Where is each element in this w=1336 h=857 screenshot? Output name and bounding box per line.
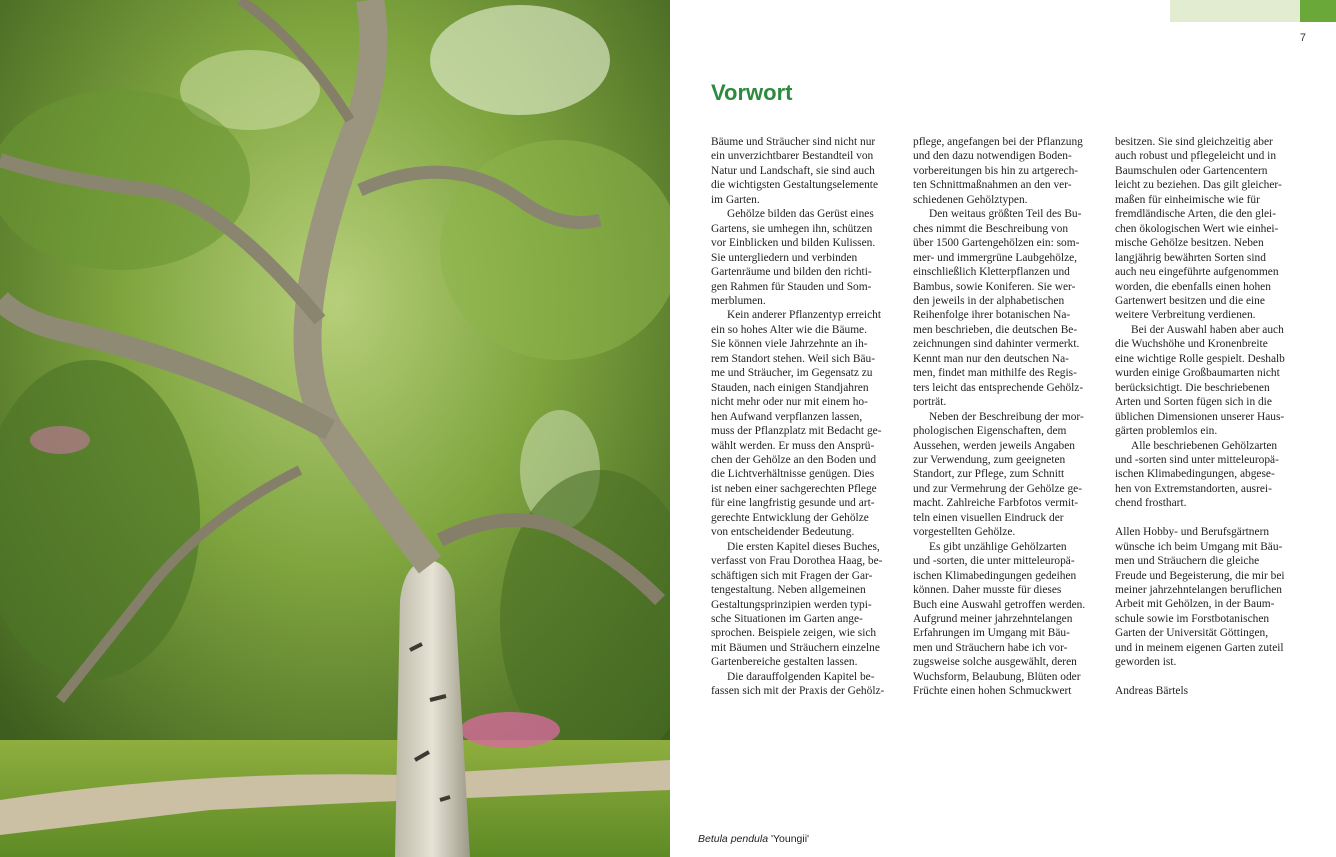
author-signature: Andreas Bärtels xyxy=(1115,685,1189,698)
paragraph: Den weitaus größten Teil des Bu- ches nimmt die Beschreibung von über 1500 Gartengehölzen ein: som- mer- und immergrüne Laubgehölze, einschließlich Kletterpflanzen und Bambus, sowie Koniferen. Sie wer- den jeweils in der alphabetischen Reihenfolge ihrer botanischen Na- men beschrieben, die deutschen Be- zeichnungen sind dahinter vermerkt. Kennt man nur den deutschen Na- men, findet man mithilfe des Regis- ters leicht das entsprechende Gehölz- porträt. xyxy=(913,208,1084,409)
paragraph: Bäume und Sträucher sind nicht nur ein unverzichtbarer Bestandteil von Natur und Landschaft, sie sind auch die wichtigsten Gestaltungselemente im Garten. xyxy=(711,136,879,206)
text-column-2 xyxy=(913,135,1103,699)
page-title: Vorwort xyxy=(711,80,793,105)
paragraph: Allen Hobby- und Berufsgärtnern wünsche ich beim Umgang mit Bäu- men und Sträuchern die gleiche Freude und Begeisterung, die mir bei meiner jahrzehntelangen beruflichen Arbeit mit Gehölzen, in der Baum- schule sowie im Forstbotanischen Garten der Universität Göttingen, und in meinem eigenen Garten zuteil geworden ist. xyxy=(1115,526,1285,669)
paragraph: Neben der Beschreibung der mor- phologischen Eigenschaften, dem Aussehen, werden jeweils Angaben zur Verwendung, zum geeigneten Standort, zur Pflege, zum Schnitt und zur Vermehrung der Gehölze ge- macht. Zahlreiche Farbfotos vermit- teln einen visuellen Eindruck der vorgestellten Gehölze. xyxy=(913,410,1084,539)
paragraph: besitzen. Sie sind gleichzeitig aber auch robust und pflegeleicht und in Baumschulen oder Gartencentern leicht zu beziehen. Das gilt gleicher- maßen für einheimische wie für fremdländische Arten, die den glei- chen ökologischen Wert wie einhei- mische Gehölze besitzen. Neben langjährig bewährten Sorten sind auch neu eingeführte aufgenommen worden, die ebenfalls einen hohen Gartenwert besitzen und die eine weitere Verbreitung verdienen. xyxy=(1115,136,1282,322)
paragraph: Kein anderer Pflanzentyp erreicht ein so hohes Alter wie die Bäume. Sie können viele Jahrzehnte an ih- rem Standort stehen. Weil sich Bäu- me und Sträucher, im Gegensatz zu Stauden, nach einigen Standjahren nicht mehr oder nur mit einem ho- hen Aufwand verpflanzen lassen, muss der Pflanzplatz mit Bedacht ge- wählt werden. Er muss den Ansprü- chen der Gehölze an den Boden und die Lichtverhältnisse genügen. Dies ist neben einer sachgerechten Pflege für eine langfristig gesunde und art- gerechte Entwicklung der Gehölze von entscheidender Bedeutung. xyxy=(711,309,882,539)
text-column-3 xyxy=(1115,135,1305,699)
text-page xyxy=(670,0,1336,857)
text-column-1 xyxy=(711,135,901,699)
paragraph: Die ersten Kapitel dieses Buches, verfasst von Frau Dorothea Haag, be- schäftigen sich mit Fragen der Gar- tengestaltung. Neben allgemeinen Gestaltungsprinzipien werden typi- sche Situationen im Garten ange- sprochen. Beispiele zeigen, wie sich mit Bäumen und Sträuchern einzelne Gartenbereiche gestalten lassen. xyxy=(711,540,883,669)
paragraph: Alle beschriebenen Gehölzarten und -sorten sind unter mitteleuropä- ischen Klimabedingungen, abgese- hen von Extremstandorten, ausrei- chend frosthart. xyxy=(1115,439,1279,510)
chapter-tab-marker xyxy=(1300,0,1336,22)
chapter-tab-light xyxy=(1170,0,1300,22)
page-number: 7 xyxy=(1299,32,1306,44)
photo-caption xyxy=(698,833,809,845)
paragraph: pflege, angefangen bei der Pflanzung und den dazu notwendigen Boden- vorbereitungen bis hin zu artgerech- ten Schnittmaßnahmen an den ver- schiedenen Gehölztypen. xyxy=(913,136,1083,206)
caption-cultivar: 'Youngii' xyxy=(770,833,810,845)
paragraph: Es gibt unzählige Gehölzarten und -sorten, die unter mitteleuropä- ischen Klimabedingungen gedeihen können. Daher musste für dieses Buch eine Auswahl getroffen werden. Aufgrund meiner jahrzehntelangen Erfahrungen im Umgang mit Bäu- men und Sträuchern habe ich vor- zugsweise solche ausgewählt, deren Wuchsform, Belaubung, Blüten oder Früchte einen hohen Schmuckwert xyxy=(913,540,1086,698)
paragraph: Die darauffolgenden Kapitel be- fassen sich mit der Praxis der Gehölz- xyxy=(711,670,885,698)
paragraph: Bei der Auswahl haben aber auch die Wuchshöhe und Kronenbreite eine wichtige Rolle gespielt. Deshalb wurden einige Großbaumarten nicht berücksichtigt. Die beschriebenen Arten und Sorten fügen sich in die üblichen Dimensionen unserer Haus- gärten problemlos ein. xyxy=(1115,323,1285,438)
paragraph: Gehölze bilden das Gerüst eines Gartens, sie umhegen ihn, schützen vor Einblicken und bilden Kulissen. Sie untergliedern und verbinden Gartenräume und bilden den richti- gen Rahmen für Stauden und Som- merblumen. xyxy=(711,208,876,307)
caption-species: Betula pendula xyxy=(698,833,769,845)
